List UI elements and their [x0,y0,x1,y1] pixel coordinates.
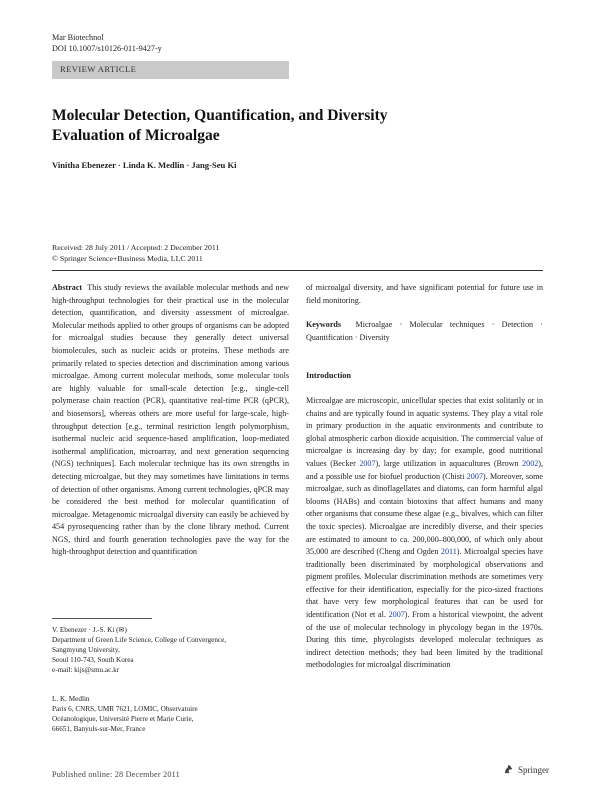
affiliation-2-line: Paris 6, CNRS, UMR 7621, LOMIC, Observatoire [52,705,198,713]
citation-link[interactable]: 2011 [440,547,457,557]
published-online: Published online: 28 December 2011 [52,770,180,779]
affiliation-1-line: Seoul 110-743, South Korea [52,656,134,664]
citation-link[interactable]: 2007 [359,458,376,468]
text-segment: ). From a historical viewpoint, the advent of the use of molecular technology in phycology began in the 1970s. During this time, phycologists developed molecular techniques as indirect detection methods; they had been limited by the traditional methodologies for microalgal discrimination [306,610,543,670]
springer-horse-icon [503,764,514,775]
top-divider [52,270,543,271]
title-line-2: Evaluation of Microalgae [52,127,220,144]
affiliation-2-names: L. K. Medlin [52,695,90,703]
paper-title [52,106,472,146]
publication-dates [52,243,219,264]
abstract-continuation: of microalgal diversity, and have significant potential for future use in field monitoring. [306,283,543,305]
text-segment: ). Moreover, some microalgae, such as dinoflagellates and diatoms, can form harmful algal blooms (HABs) and contain biotoxins that affect humans and many other organisms that consume these algae (e.g., bivalves, which can filter the toxic species). Microalgae are incredibly diverse, and their species are estimated to amount to ca. 200,000–800,000, of which only about 35,000 are described (Cheng and Ogden [306,471,543,557]
citation-link[interactable]: 2007 [388,610,405,620]
publisher-logo [503,764,549,775]
author-list: Vinitha Ebenezer · Linda K. Medlin · Jang-Seu Ki [52,160,237,170]
copyright: © Springer Science+Business Media, LLC 2011 [52,253,203,263]
footnote-divider [52,618,152,619]
affiliation-1 [52,625,289,675]
journal-header [52,32,162,54]
text-segment: ), and a possible use for biofuel production (Chisti [306,458,543,481]
affiliation-1-line: Sangmyung University, [52,646,120,654]
article-type: REVIEW ARTICLE [60,64,137,74]
affiliation-1-names: V. Ebenezer · J.-S. Ki (✉) [52,626,127,634]
right-column [306,282,543,672]
title-line-1: Molecular Detection, Quantification, and Diversity [52,107,388,124]
citation-link[interactable]: 2007 [466,471,483,481]
text-segment: Microalgae are microscopic, unicellular species that exist solitarily or in chains and are typically found in aquatic systems. They play a vital role in primary production in the aquatic environments and contribute to global atmospheric carbon dioxide acquisition. The commercial value of microalgae is increasing day by day; for example, good nutritional values (Becker [306,395,543,468]
abstract-text: This study reviews the available molecular methods and new high-throughput technologies for their practical use in the molecular detection, quantification, and diversity assessment of microalgae. Molecular methods applied to other groups of organisms can be adopted for microalgal studies because they generally detect universal biomolecules, such as nucleic acids or proteins. These methods are primarily related to species detection and discrimination among various microalgae. Among current molecular methods, some molecular tools are highly valuable for small-scale detection [e.g., single-cell polymerase chain reaction (PCR), quantitative real-time PCR (qPCR), and biosensors], whereas others are more useful for large-scale, high-throughput detection [e.g., terminal restriction length polymorphism, isothermal nucleic acid sequence-based amplification, loop-mediated isothermal amplification, microarray, and next generation sequencing (NGS) techniques]. Each molecular technique has its own strengths in detecting microalgae, but they may sometimes have limitations in terms of detection of other organisms. Among current technologies, qPCR may be considered the best method for molecular quantification of microalgae. Metagenomic microalgal diversity can easily be achieved by 454 pyrosequencing rather than by the clone library method. Current NGS, third and fourth generation technologies pave the way for the high-throughput detection and quantification [52,283,290,557]
abstract-label: Abstract [52,283,83,292]
publisher-name: Springer [518,764,549,775]
affiliation-2-line: Océanologique, Université Pierre et Marie Curie, [52,715,194,723]
introduction-text [306,395,543,672]
affiliation-2 [52,694,289,734]
journal-name: Mar Biotechnol [52,33,104,42]
affiliation-2-line: 66651, Banyuls-sur-Mer, France [52,725,146,733]
keywords-label: Keywords [306,320,342,330]
text-segment: ), large utilization in aquacultures (Brown [375,458,523,468]
received-date: Received: 28 July 2011 / Accepted: 2 December 2011 [52,243,220,252]
keywords-text: Microalgae · Molecular techniques · Detection · Quantification · Diversity [306,320,544,342]
affiliation-1-email: e-mail: kijs@smu.ac.kr [52,666,120,674]
article-type-banner [52,61,289,79]
keywords-section [306,319,543,344]
citation-link[interactable]: 2002 [522,458,539,468]
text-segment: ). Microalgal species have traditionally been discriminated by morphological observations and pigment profiles. Molecular discrimination methods are sometimes very effective for their identification, especially for the pico-sized fractions that have very few morphological features that can be used for identification (Not et al. [306,547,544,620]
doi: DOI 10.1007/s10126-011-9427-y [52,44,162,53]
introduction-heading: Introduction [306,371,352,381]
affiliation-1-line: Department of Green Life Science, College of Convergence, [52,636,227,644]
abstract-section [52,282,289,559]
